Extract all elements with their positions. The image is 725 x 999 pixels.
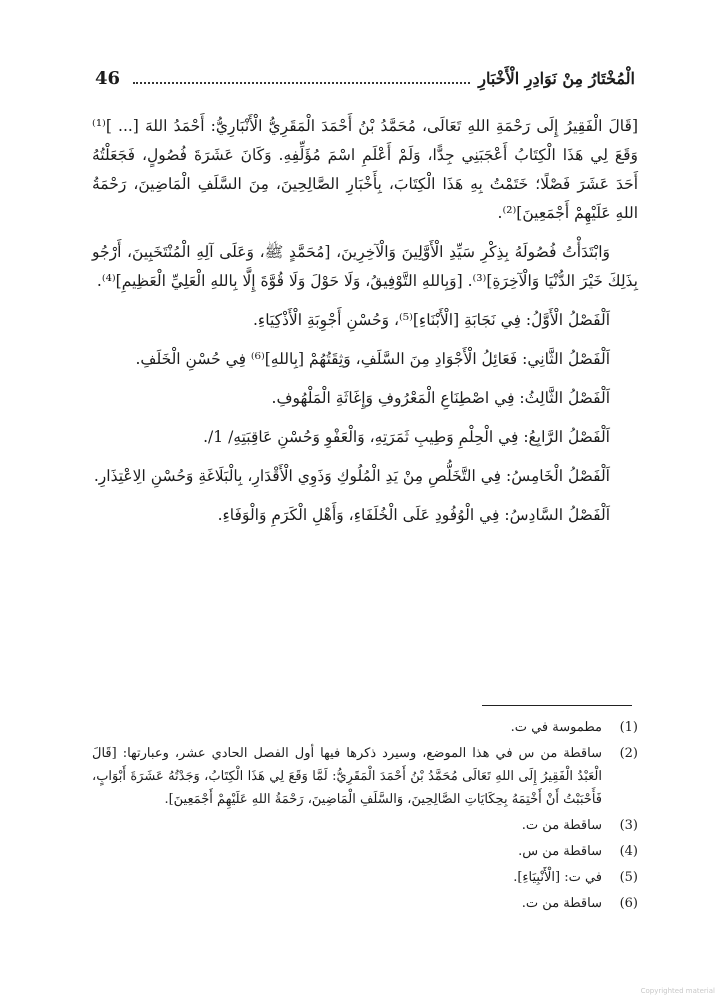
chapter-3: اَلْفَصْلُ الثَّالِثُ: فِي اصْطِنَاعِ الْمَعْرُوفِ وَإِغَاثَةِ الْمَلْهُوفِ. <box>271 389 610 407</box>
footnote-divider <box>482 705 632 706</box>
footnote-number: (2) <box>619 746 638 761</box>
footnote-item <box>92 716 638 739</box>
footnote-text: مطموسة في ت. <box>510 720 602 735</box>
chapter-5: اَلْفَصْلُ الْخَامِسُ: فِي التَّخَلُّصِ مِنْ يَدِ الْمُلُوكِ وَذَوِي الْأَقْدَارِ، بِالْبَلَاغَةِ وَحُسْنِ الِاعْتِذَارِ. <box>93 467 610 485</box>
footnote-text: ساقطة من ت. <box>521 818 602 833</box>
footnote-number: (6) <box>619 896 638 911</box>
paragraph-opening: وَابْتَدَأْتُ فُصُولَهُ بِذِكْرِ سَيِّدِ الْأَوَّلِينَ وَالْآخِرِينَ، [مُحَمَّدٍ ﷺ، وَعَلَى آلِهِ الْمُنْتَخَبِينَ، أَرْجُو بِذَلِكَ خَيْرَ الدُّنْيَا وَالْآخِرَةِ]⁽³⁾. [وَبِاللهِ التَّوْفِيقُ، وَلَا حَوْلَ وَلَا قُوَّةَ إِلَّا بِاللهِ الْعَلِيِّ الْعَظِيمِ]⁽⁴⁾. <box>92 243 638 290</box>
footnotes <box>92 716 638 918</box>
running-title: الْمُخْتَارُ مِنْ نَوَادِرِ الْأَخْبَارِ <box>478 69 635 88</box>
footnote-item <box>92 840 638 863</box>
footnote-item <box>92 866 638 889</box>
footnote-text: ساقطة من ت. <box>521 896 602 911</box>
page-header <box>95 68 635 96</box>
footnote-item <box>92 814 638 837</box>
footnote-item <box>92 742 638 811</box>
footnote-item <box>92 892 638 915</box>
chapter-6: اَلْفَصْلُ السَّادِسُ: فِي الْوُفُودِ عَلَى الْخُلَفَاءِ، وَأَهْلِ الْكَرَمِ وَالْوَفَاءِ. <box>217 506 610 524</box>
main-text <box>92 112 638 540</box>
chapter-4: اَلْفَصْلُ الرَّابِعُ: فِي الْحِلْمِ وَطِيبِ ثَمَرَتِهِ، وَالْعَفْوِ وَحُسْنِ عَاقِبَتِهِ/ 1/. <box>203 428 610 446</box>
footnote-number: (5) <box>619 870 638 885</box>
footnote-text: في ت: [الْأَنْبِيَاءِ]. <box>513 870 602 885</box>
paragraph-intro: [قَالَ الْفَقِيرُ إِلَى رَحْمَةِ اللهِ تَعَالَى، مُحَمَّدُ بْنُ أَحْمَدَ الْمَقَرِيُّ الْأَنْبَارِيُّ: أَحْمَدُ اللهَ [... ]⁽¹⁾ وَقَعَ لِي هَذَا الْكِتَابُ أَعْجَبَنِي جِدًّا، وَلَمْ أَعْلَمِ اسْمَ مُؤَلِّفِهِ. وَكَانَ عَشَرَةَ فُصُولٍ، فَجَعَلْتُهُ أَحَدَ عَشَرَ فَصْلًا؛ خَتَمْتُ بِهِ هَذَا الْكِتَابَ، بِأَخْبَارِ الصَّالِحِينَ، مِنَ السَّلَفِ الْمَاضِينَ، رَحْمَةُ اللهِ عَلَيْهِمْ أَجْمَعِينَ]⁽²⁾. <box>92 117 638 222</box>
copyright-watermark: Copyrighted material <box>640 987 715 995</box>
footnote-number: (3) <box>619 818 638 833</box>
footnote-number: (1) <box>619 720 638 735</box>
footnote-number: (4) <box>619 844 638 859</box>
chapter-1: اَلْفَصْلُ الْأَوَّلُ: فِي نَجَابَةِ [الْأَبْنَاءِ]⁽⁵⁾، وَحُسْنِ أَجْوِبَةِ الْأَذْكِيَاءِ. <box>253 311 610 329</box>
footnote-text: ساقطة من س في هذا الموضع، وسيرد ذكرها فيها أول الفصل الحادي عشر، وعبارتها: [قَالَ الْعَبْدُ الْفَقِيرُ إِلَى اللهِ تَعَالَى مُحَمَّدُ بْنُ أَحْمَدَ الْمَقَرِيُّ: لَمَّا وَقَعَ لِي هَذَا الْكِتَابُ، وَجَدْتُهُ عَشَرَةَ أَبْوَابٍ، فَأَحْبَبْتُ أَنْ أَخْتِمَهُ بِحِكَايَاتِ الصَّالِحِينَ، وَالسَّلَفِ الْمَاضِينَ، رَحْمَةُ اللهِ عَلَيْهِمْ أَجْمَعِينَ]. <box>92 746 602 807</box>
header-dot-leader <box>133 68 470 84</box>
footnote-text: ساقطة من س. <box>518 844 602 859</box>
page-number: 46 <box>95 68 121 89</box>
chapter-2: اَلْفَصْلُ الثَّانِي: فَعَائِلُ الْأَجْوَادِ مِنَ السَّلَفِ، وَثِقَتُهُمْ [بِاللهِ]⁽⁶⁾ فِي حُسْنِ الْخَلَفِ. <box>135 350 610 368</box>
